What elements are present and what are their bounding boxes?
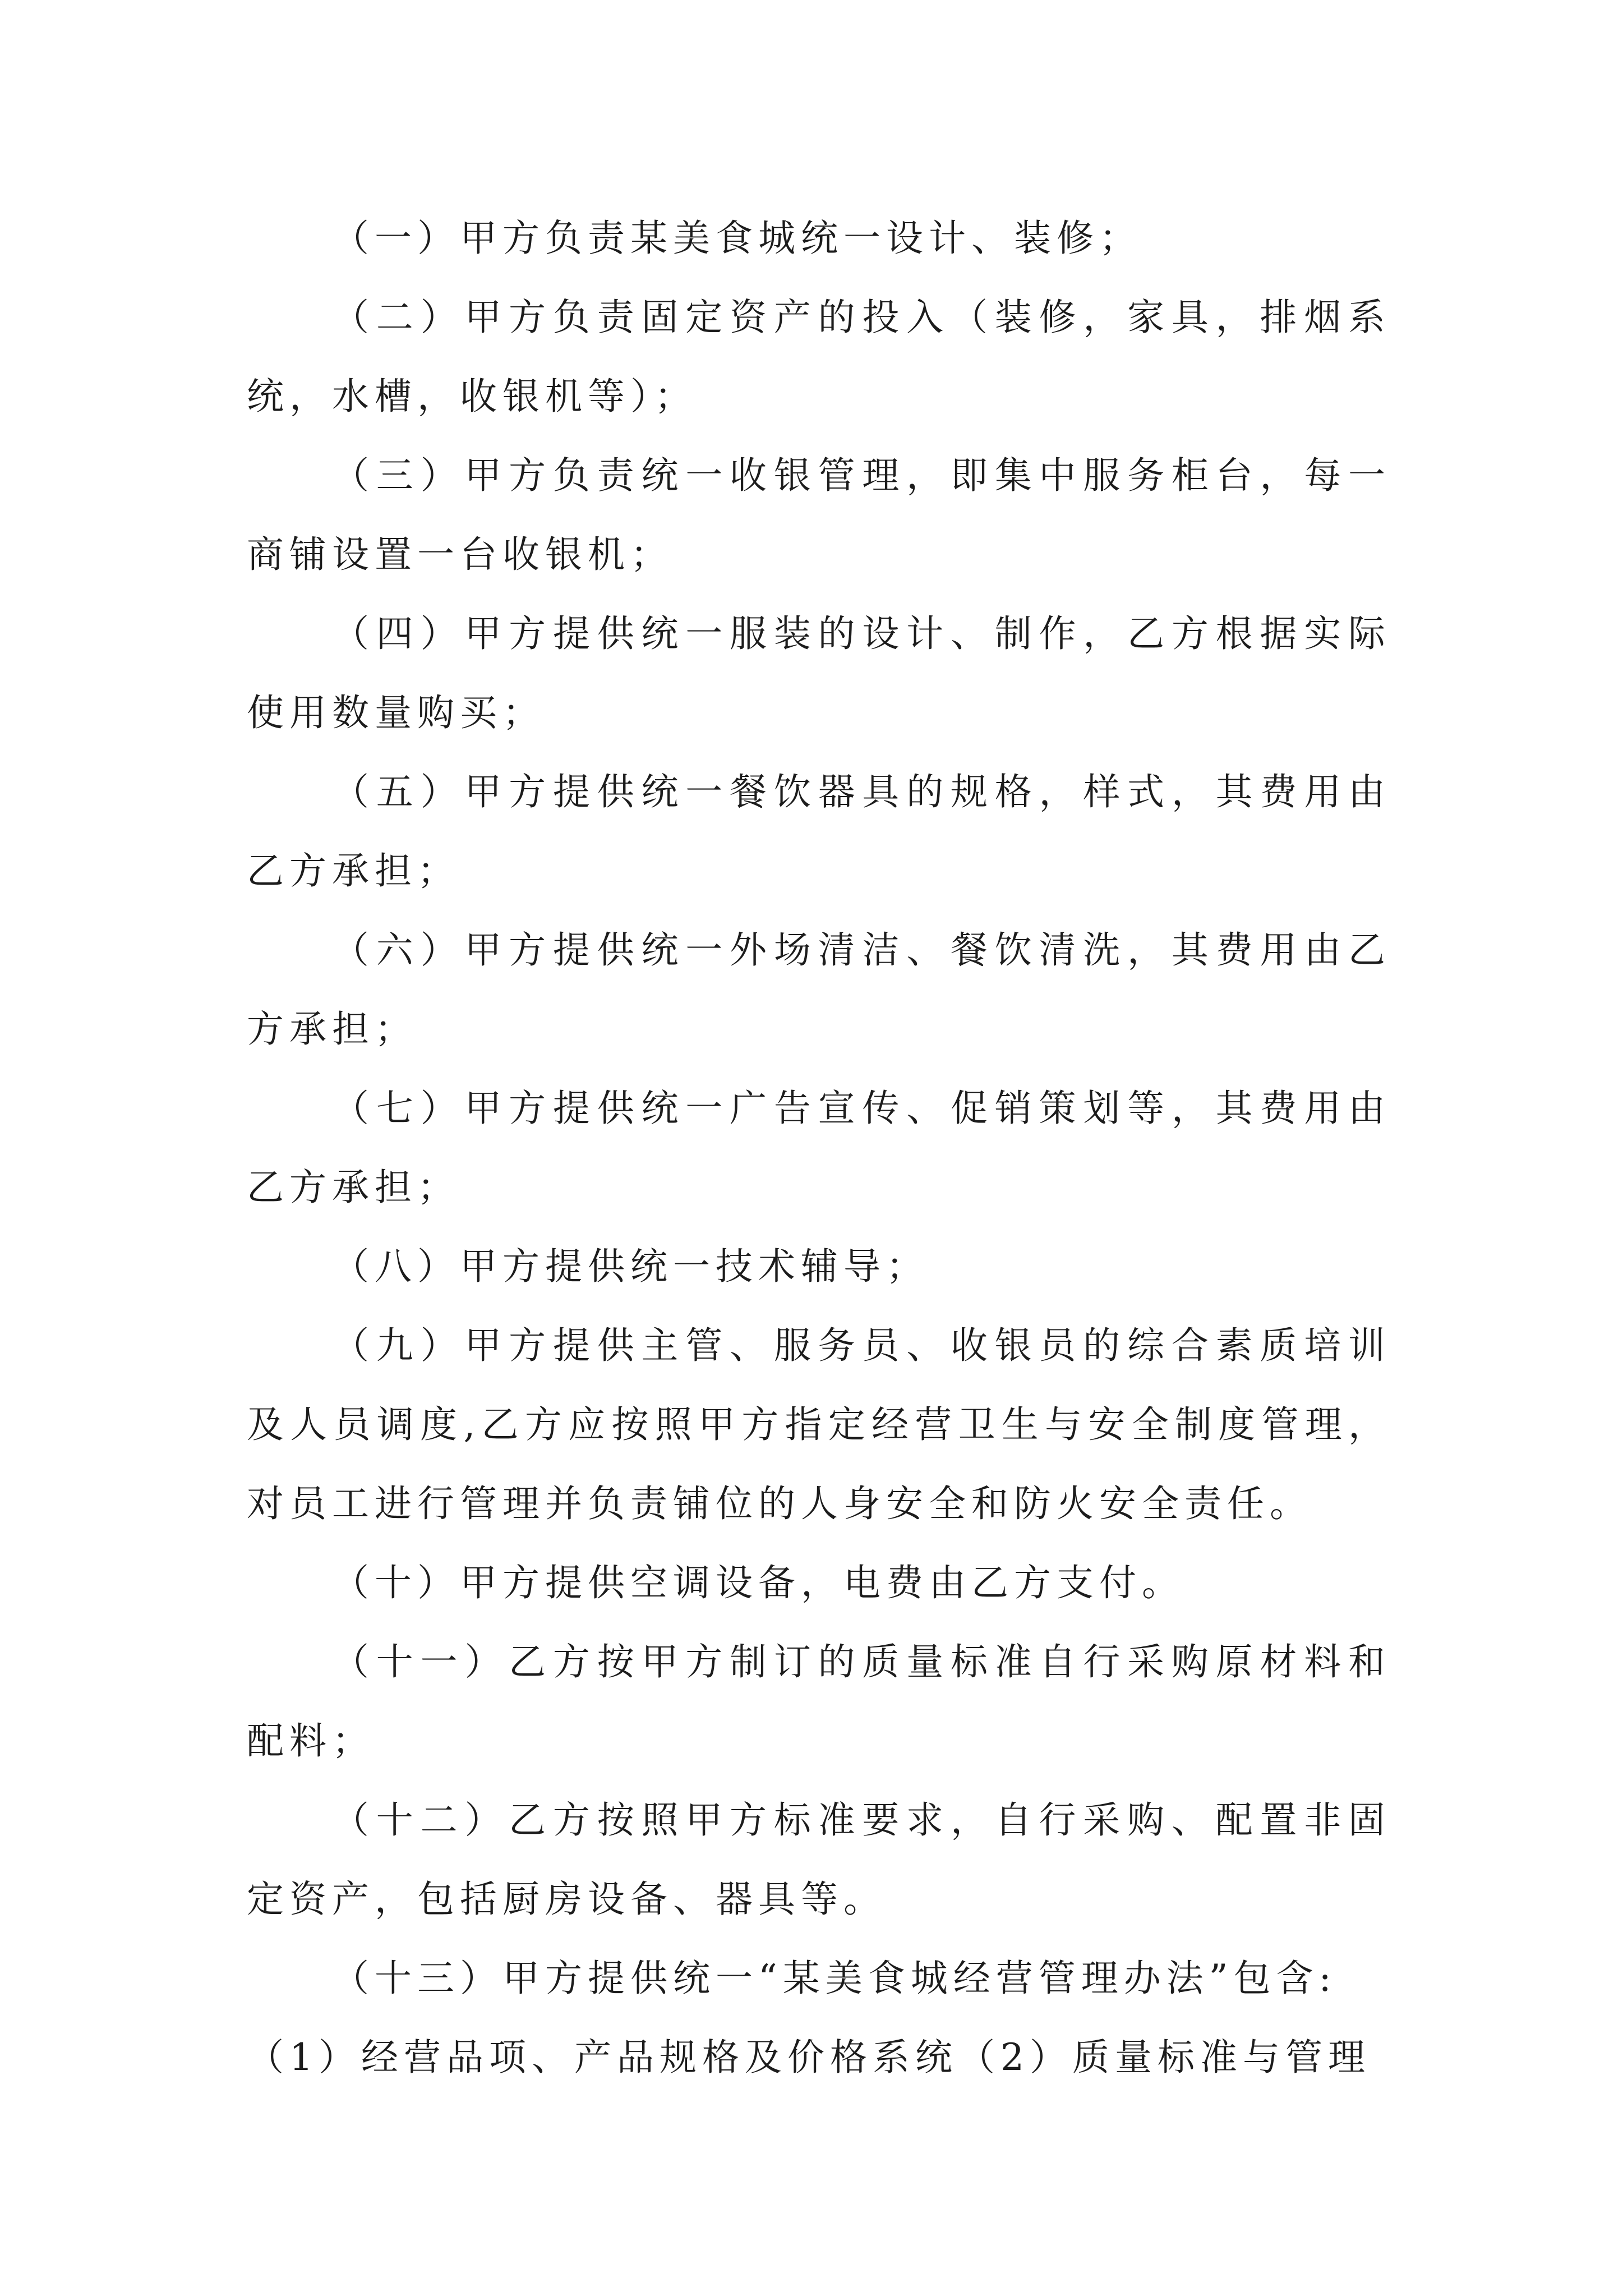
document-body	[247, 199, 1391, 2097]
paragraph-10: （十）甲方提供空调设备，电费由乙方支付。	[332, 1561, 1184, 1604]
paragraph-1: （一）甲方负责某美食城统一设计、装修；	[332, 217, 1142, 260]
paragraph-9: （九）甲方提供主管、服务员、收银员的综合素质培训及人员调度,乙方应按照甲方指定经营卫生与安全制度管理，对员工进行管理并负责铺位的人身安全和防火安全责任。	[247, 1324, 1391, 1525]
paragraph-14: （1）经营品项、产品规格及价格系统（2）质量标准与管理	[247, 2036, 1371, 2079]
paragraph-4: （四）甲方提供统一服装的设计、制作，乙方根据实际使用数量购买；	[247, 612, 1391, 734]
paragraph-6: （六）甲方提供统一外场清洁、餐饮清洗，其费用由乙方承担；	[247, 928, 1391, 1051]
paragraph-8: （八）甲方提供统一技术辅导；	[332, 1245, 929, 1288]
paragraph-3: （三）甲方负责统一收银管理，即集中服务柜台，每一商铺设置一台收银机；	[247, 454, 1391, 576]
paragraph-7: （七）甲方提供统一广告宣传、促销策划等，其费用由乙方承担；	[247, 1087, 1391, 1209]
paragraph-5: （五）甲方提供统一餐饮器具的规格，样式，其费用由乙方承担；	[247, 770, 1391, 892]
paragraph-11: （十一）乙方按甲方制订的质量标准自行采购原材料和配料；	[247, 1640, 1391, 1763]
paragraph-12: （十二）乙方按照甲方标准要求，自行采购、配置非固定资产，包括厨房设备、器具等。	[247, 1798, 1391, 1921]
paragraph-2: （二）甲方负责固定资产的投入（装修，家具，排烟系统，水槽，收银机等）；	[247, 296, 1391, 418]
paragraph-13: （十三）甲方提供统一“某美食城经营管理办法”包含:	[332, 1957, 1337, 2000]
